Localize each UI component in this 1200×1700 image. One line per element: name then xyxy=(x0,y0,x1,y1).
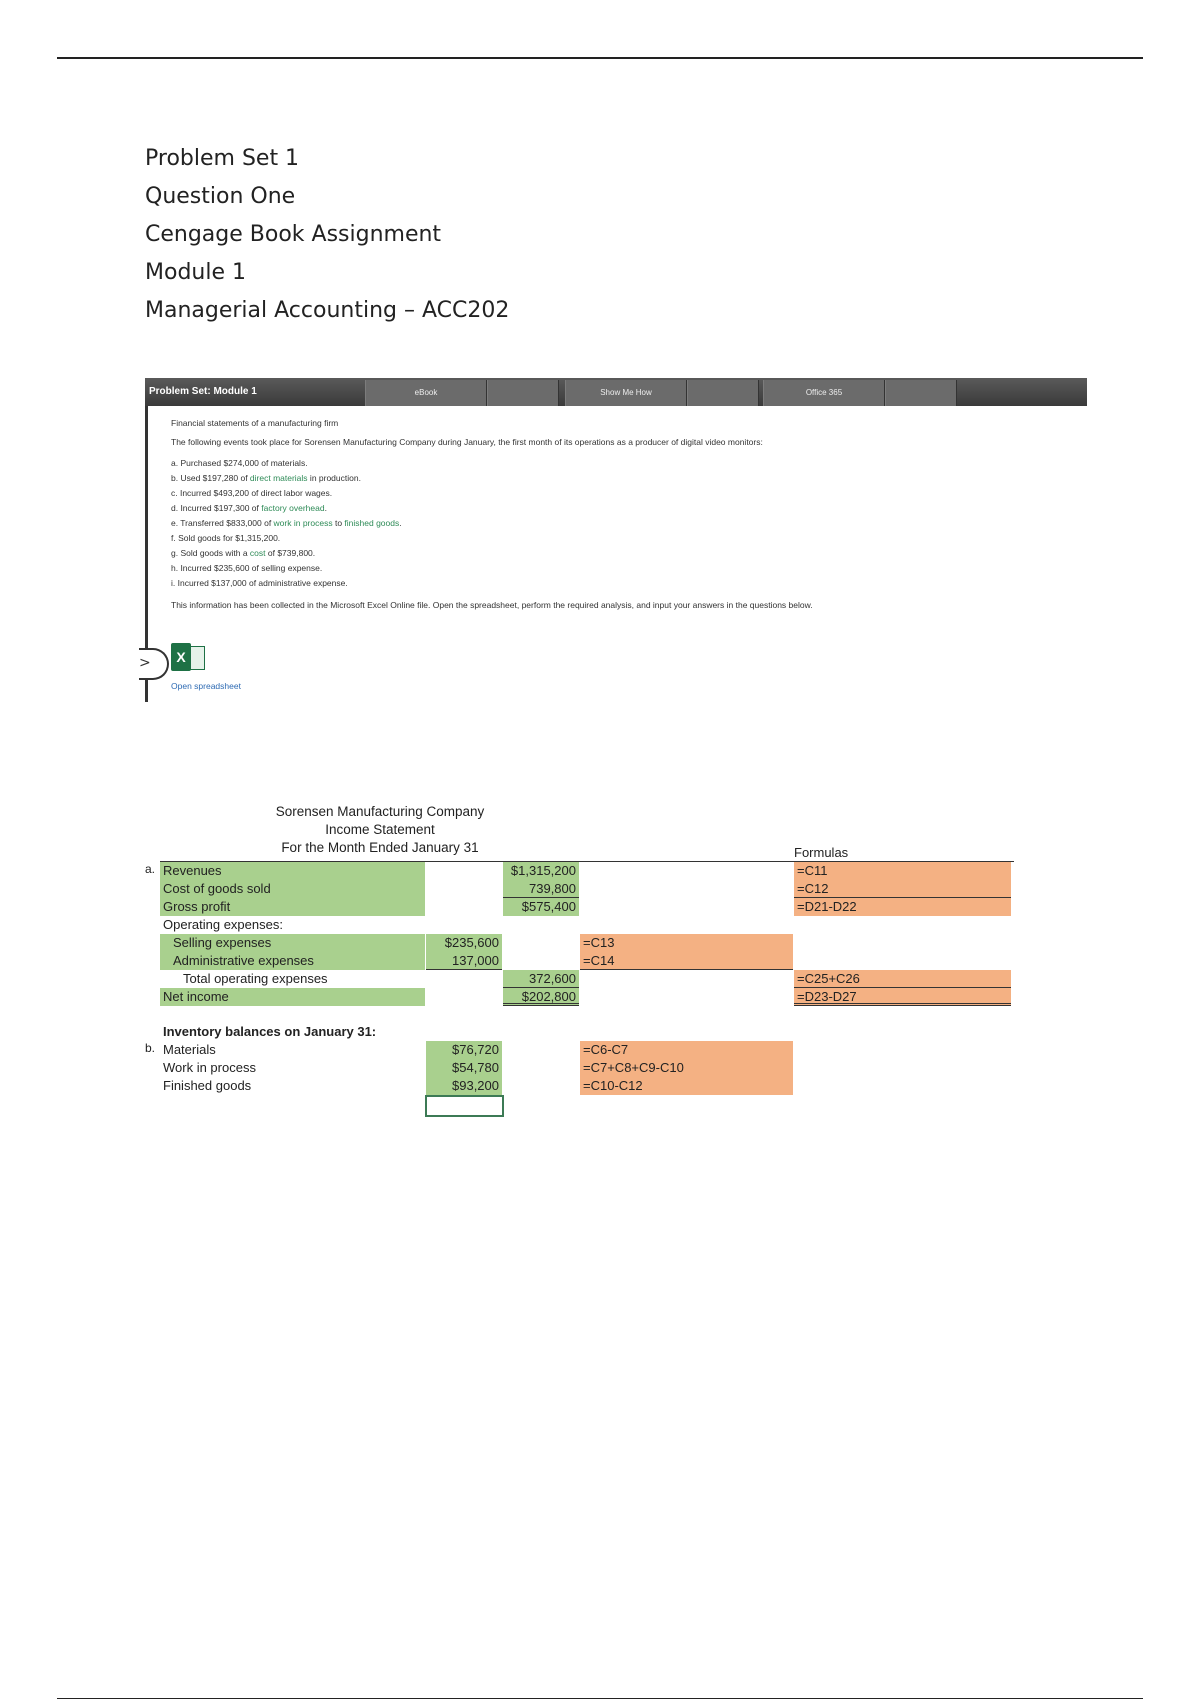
wip-value[interactable]: $54,780 xyxy=(426,1059,502,1077)
event-item: e. Transferred $833,000 of work in process to finished goods. xyxy=(171,518,402,528)
finished-goods-label: Finished goods xyxy=(163,1078,252,1093)
tab-office-365[interactable]: Office 365 xyxy=(763,380,885,406)
inventory-heading: Inventory balances on January 31: xyxy=(163,1024,377,1039)
materials-label: Materials xyxy=(163,1042,216,1057)
panel-title: Problem Set: Module 1 xyxy=(149,386,257,397)
cogs-formula: =C12 xyxy=(794,880,1011,898)
part-a-marker: a. xyxy=(145,862,156,876)
statement-period: For the Month Ended January 31 xyxy=(281,840,479,855)
panel-toolbar xyxy=(145,378,1087,406)
problem-intro: The following events took place for Sorensen Manufacturing Company during January, the first month of its operations as a producer of digital video monitors: xyxy=(171,437,763,447)
event-item: b. Used $197,280 of direct materials in production. xyxy=(171,473,361,483)
wip-label: Work in process xyxy=(163,1060,256,1075)
gross-profit-formula: =D21-D22 xyxy=(794,898,1011,916)
heading-problem-set: Problem Set 1 xyxy=(145,146,300,171)
materials-value[interactable]: $76,720 xyxy=(426,1041,502,1059)
opex-label: Operating expenses: xyxy=(163,917,283,932)
tab-blank-1[interactable] xyxy=(487,380,559,406)
admin-value[interactable]: 137,000 xyxy=(426,952,502,970)
tab-ebook[interactable]: eBook xyxy=(365,380,487,406)
event-item: a. Purchased $274,000 of materials. xyxy=(171,458,308,468)
formulas-header: Formulas xyxy=(794,845,849,860)
total-opex-formula: =C25+C26 xyxy=(794,970,1011,988)
materials-formula: =C6-C7 xyxy=(580,1041,793,1059)
glossary-term[interactable]: factory overhead xyxy=(261,503,325,513)
heading-course: Managerial Accounting – ACC202 xyxy=(145,298,510,323)
net-income-formula: =D23-D27 xyxy=(794,988,1011,1006)
heading-assignment: Cengage Book Assignment xyxy=(145,222,442,247)
statement-name: Income Statement xyxy=(325,822,435,837)
wip-formula: =C7+C8+C9-C10 xyxy=(580,1059,793,1077)
heading-question: Question One xyxy=(145,184,296,209)
event-item: d. Incurred $197,300 of factory overhead. xyxy=(171,503,327,513)
event-item: g. Sold goods with a cost of $739,800. xyxy=(171,548,316,558)
glossary-term[interactable]: cost xyxy=(249,548,266,558)
part-b-marker: b. xyxy=(145,1041,156,1055)
problem-panel xyxy=(139,378,1087,702)
net-income-value[interactable]: $202,800 xyxy=(503,988,579,1006)
total-opex-label: Total operating expenses xyxy=(183,971,328,986)
tab-blank-2[interactable] xyxy=(687,380,759,406)
income-statement-sheet xyxy=(140,800,1020,1120)
event-item: i. Incurred $137,000 of administrative expense. xyxy=(171,578,348,588)
problem-subtitle: Financial statements of a manufacturing firm xyxy=(171,418,339,428)
open-spreadsheet-link[interactable]: Open spreadsheet xyxy=(171,681,241,691)
finished-goods-formula: =C10-C12 xyxy=(580,1077,793,1095)
top-rule xyxy=(57,57,1143,59)
glossary-term[interactable]: finished goods xyxy=(344,518,400,528)
heading-block xyxy=(145,140,509,330)
problem-text xyxy=(171,418,1071,619)
company-name: Sorensen Manufacturing Company xyxy=(275,804,485,819)
finished-goods-value[interactable]: $93,200 xyxy=(426,1077,502,1095)
selling-formula: =C13 xyxy=(580,934,793,952)
revenues-label: Revenues xyxy=(160,862,425,880)
event-item: h. Incurred $235,600 of selling expense. xyxy=(171,563,323,573)
excel-icon[interactable]: X xyxy=(171,643,191,671)
gross-profit-label: Gross profit xyxy=(160,898,425,916)
event-list xyxy=(171,456,1071,591)
glossary-term[interactable]: work in process xyxy=(273,518,333,528)
gross-profit-value[interactable]: $575,400 xyxy=(503,898,579,916)
net-income-label: Net income xyxy=(160,988,425,1006)
cogs-label: Cost of goods sold xyxy=(160,880,425,898)
tab-show-me-how[interactable]: Show Me How xyxy=(565,380,687,406)
revenues-formula: =C11 xyxy=(794,862,1011,880)
event-item: f. Sold goods for $1,315,200. xyxy=(171,533,281,543)
tab-blank-3[interactable] xyxy=(885,380,957,406)
total-opex-value[interactable]: 372,600 xyxy=(503,970,579,988)
selling-value[interactable]: $235,600 xyxy=(426,934,502,952)
heading-module: Module 1 xyxy=(145,260,246,285)
admin-label: Administrative expenses xyxy=(160,952,425,970)
selling-label: Selling expenses xyxy=(160,934,425,952)
admin-formula: =C14 xyxy=(580,952,793,970)
glossary-term[interactable]: direct materials xyxy=(249,473,308,483)
cogs-value[interactable]: 739,800 xyxy=(503,880,579,898)
event-item: c. Incurred $493,200 of direct labor wages. xyxy=(171,488,333,498)
bottom-rule xyxy=(57,1698,1143,1699)
revenues-value[interactable]: $1,315,200 xyxy=(503,862,579,880)
problem-closing: This information has been collected in the Microsoft Excel Online file. Open the spreadsheet, perform the required analysis, and input your answers in the questions below. xyxy=(171,600,813,610)
expand-arrow-icon[interactable]: > xyxy=(139,648,169,680)
selected-cell[interactable] xyxy=(425,1095,504,1117)
